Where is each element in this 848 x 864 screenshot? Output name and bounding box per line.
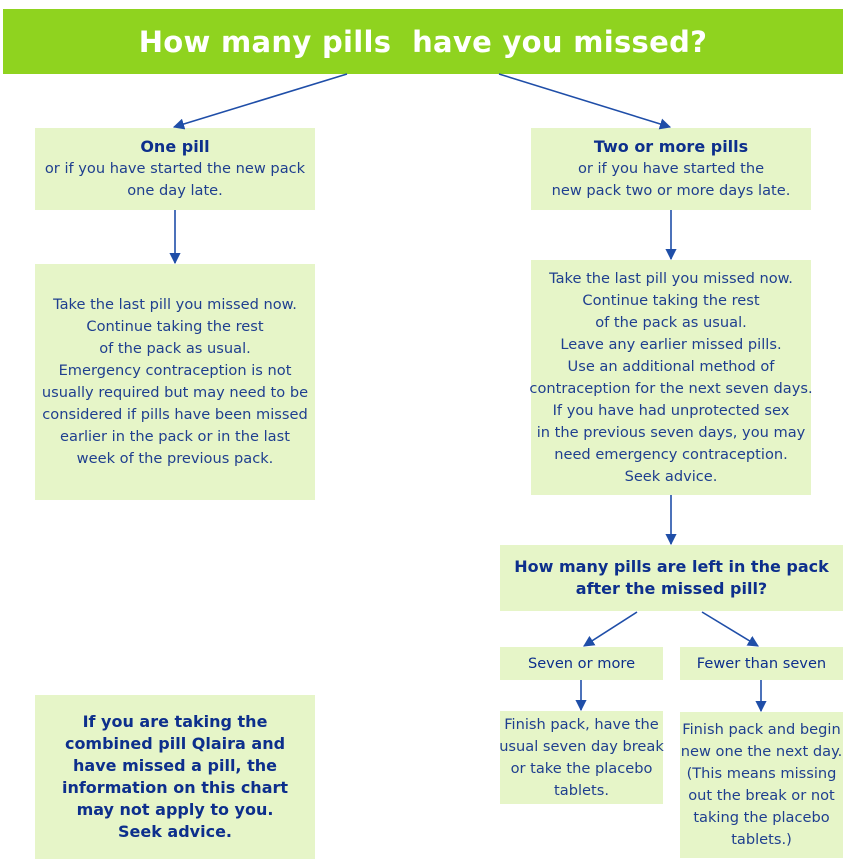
two-pills-advice-line-2: Continue taking the rest	[582, 291, 760, 309]
two-pills-advice-line-8: in the previous seven days, you may	[536, 423, 806, 441]
qlaira-line-4: information on this chart	[61, 778, 289, 797]
one-pill-advice-line-8: week of the previous pack.	[76, 450, 274, 467]
two-pills-advice-line-9: need emergency contraception.	[554, 445, 788, 463]
fewer-than-seven-label: Fewer than seven	[696, 654, 827, 672]
seven-or-more-label: Seven or more	[527, 654, 636, 672]
one-pill-box	[35, 128, 315, 210]
two-pills-advice-line-10: Seek advice.	[624, 467, 718, 485]
qlaira-line-6: Seek advice.	[117, 822, 232, 841]
fewer-advice-line-2: new one the next day.	[680, 743, 843, 760]
two-pills-line-1: or if you have started the	[577, 160, 765, 177]
seven-or-more-box	[500, 647, 663, 680]
two-pills-advice-line-7: If you have had unprotected sex	[552, 401, 790, 419]
one-pill-advice-line-4: Emergency contraception is not	[58, 362, 292, 379]
arrow-to-seven-or-more	[584, 612, 637, 646]
one-pill-advice-line-6: considered if pills have been missed	[42, 406, 308, 423]
seven-advice-line-2: usual seven day break	[499, 737, 664, 755]
two-pills-advice-box	[531, 260, 811, 495]
one-pill-advice-box	[35, 264, 315, 500]
two-pills-advice-line-3: of the pack as usual.	[595, 313, 747, 331]
arrow-to-one-pill	[174, 74, 347, 127]
two-pills-title: Two or more pills	[593, 137, 749, 156]
page-title: How many pills have you missed?	[138, 24, 708, 59]
two-pills-box	[531, 128, 811, 210]
arrow-to-two-pills	[499, 74, 670, 127]
pills-left-question-box	[500, 545, 843, 611]
qlaira-line-3: have missed a pill, the	[73, 756, 277, 775]
qlaira-line-5: may not apply to you.	[76, 800, 274, 819]
one-pill-advice-line-7: earlier in the pack or in the last	[60, 428, 290, 445]
qlaira-line-2: combined pill Qlaira and	[64, 734, 286, 753]
one-pill-title: One pill	[140, 137, 210, 156]
one-pill-line-1: or if you have started the new pack	[44, 160, 306, 177]
two-pills-advice-line-5: Use an additional method of	[567, 357, 775, 375]
seven-or-more-advice-box	[500, 711, 663, 804]
fewer-advice-line-6: tablets.)	[731, 831, 792, 848]
seven-advice-line-3: or take the placebo	[510, 759, 653, 777]
seven-advice-line-1: Finish pack, have the	[504, 715, 659, 733]
qlaira-line-1: If you are taking the	[82, 712, 268, 731]
one-pill-advice-line-3: of the pack as usual.	[99, 340, 251, 357]
fewer-advice-line-3: (This means missing	[686, 765, 837, 782]
fewer-than-seven-box	[680, 647, 843, 680]
arrow-to-fewer-than-seven	[702, 612, 758, 646]
two-pills-advice-line-1: Take the last pill you missed now.	[549, 269, 793, 287]
two-pills-advice-line-4: Leave any earlier missed pills.	[560, 335, 782, 353]
question-line-1: How many pills are left in the pack	[514, 557, 829, 576]
two-pills-line-2: new pack two or more days late.	[551, 182, 791, 199]
fewer-advice-line-1: Finish pack and begin	[682, 721, 841, 738]
fewer-than-seven-advice-box	[680, 712, 843, 858]
header-bar	[3, 9, 843, 74]
one-pill-line-2: one day late.	[127, 182, 223, 199]
two-pills-advice-line-6: contraception for the next seven days.	[529, 379, 813, 397]
fewer-advice-line-4: out the break or not	[688, 787, 835, 804]
fewer-advice-line-5: taking the placebo	[693, 809, 830, 826]
seven-advice-line-4: tablets.	[554, 781, 609, 799]
one-pill-advice-line-5: usually required but may need to be	[41, 384, 309, 401]
question-line-2: after the missed pill?	[575, 579, 768, 598]
one-pill-advice-line-1: Take the last pill you missed now.	[53, 296, 297, 313]
qlaira-warning-box	[35, 695, 315, 859]
one-pill-advice-line-2: Continue taking the rest	[86, 318, 264, 335]
